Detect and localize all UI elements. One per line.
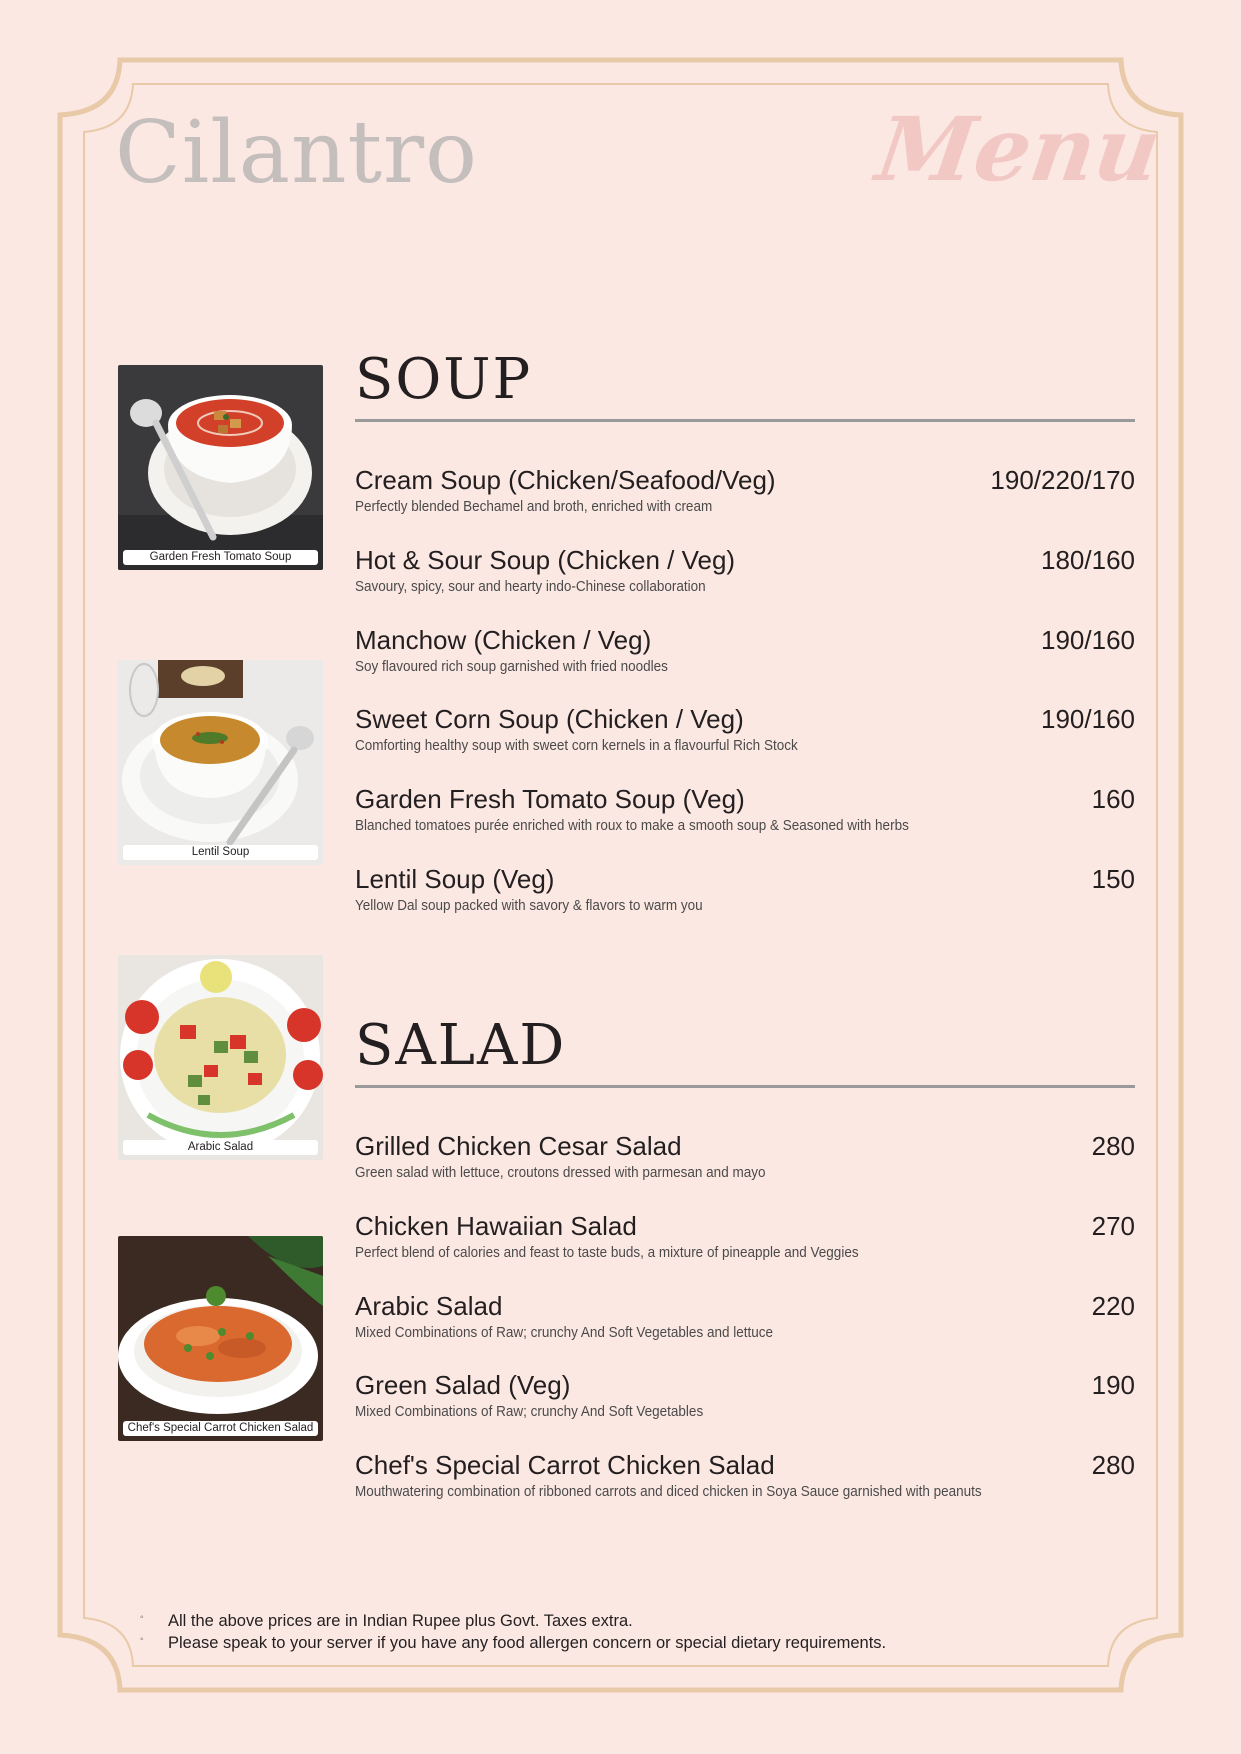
bullet-icon: ◦ (140, 1612, 144, 1623)
item-name: Chicken Hawaiian Salad (355, 1211, 637, 1241)
item-name: Grilled Chicken Cesar Salad (355, 1131, 682, 1161)
item-description: Perfect blend of calories and feast to taste buds, a mixture of pineapple and Veggies (355, 1244, 859, 1261)
item-name: Manchow (Chicken / Veg) (355, 625, 652, 655)
salad-section-title: SALAD (355, 1013, 567, 1078)
menu-item (355, 1210, 1135, 1266)
carrot-salad-image (118, 1236, 323, 1441)
item-description: Blanched tomatoes purée enriched with roux to make a smooth soup & Seasoned with herbs (355, 817, 909, 834)
photo-tomato-soup (118, 365, 323, 570)
item-price: 190/160 (1041, 625, 1135, 655)
soup-section-title: SOUP (355, 347, 533, 412)
menu-item (355, 1449, 1135, 1505)
restaurant-name: Cilantro (115, 103, 478, 203)
item-name: Cream Soup (Chicken/Seafood/Veg) (355, 465, 776, 495)
item-name: Lentil Soup (Veg) (355, 864, 555, 894)
item-name: Sweet Corn Soup (Chicken / Veg) (355, 704, 744, 734)
item-description: Green salad with lettuce, croutons dressed with parmesan and mayo (355, 1164, 766, 1181)
menu-item (355, 624, 1135, 680)
photo-caption: Arabic Salad (123, 1140, 318, 1155)
item-price: 220 (1091, 1291, 1135, 1321)
item-price: 190/160 (1041, 704, 1135, 734)
item-price: 190/220/170 (990, 465, 1135, 495)
item-description: Mouthwatering combination of ribboned carrots and diced chicken in Soya Sauce garnished with peanuts (355, 1483, 982, 1500)
item-price: 180/160 (1041, 545, 1135, 575)
menu-heading: Menu (870, 97, 1167, 201)
tomato-soup-image (118, 365, 323, 570)
item-price: 150 (1091, 864, 1135, 894)
menu-item (355, 544, 1135, 600)
note-text: All the above prices are in Indian Rupee plus Govt. Taxes extra. (168, 1612, 633, 1630)
item-description: Mixed Combinations of Raw; crunchy And Soft Vegetables and lettuce (355, 1324, 773, 1341)
arabic-salad-image (118, 955, 323, 1160)
item-description: Mixed Combinations of Raw; crunchy And Soft Vegetables (355, 1403, 704, 1420)
soup-divider (355, 419, 1135, 422)
photo-caption: Garden Fresh Tomato Soup (123, 550, 318, 565)
salad-divider (355, 1085, 1135, 1088)
photo-carrot-chicken-salad (118, 1236, 323, 1441)
item-name: Hot & Sour Soup (Chicken / Veg) (355, 545, 736, 575)
item-price: 190 (1091, 1370, 1135, 1400)
photo-arabic-salad (118, 955, 323, 1160)
menu-item (355, 1369, 1135, 1425)
item-price: 160 (1091, 784, 1135, 814)
item-price: 280 (1091, 1450, 1135, 1480)
item-name: Green Salad (Veg) (355, 1370, 571, 1400)
photo-caption: Chef's Special Carrot Chicken Salad (123, 1421, 318, 1436)
item-description: Soy flavoured rich soup garnished with fried noodles (355, 658, 668, 675)
menu-item (355, 783, 1135, 839)
item-description: Comforting healthy soup with sweet corn kernels in a flavourful Rich Stock (355, 737, 798, 754)
item-name: Arabic Salad (355, 1291, 503, 1321)
photo-caption: Lentil Soup (123, 845, 318, 860)
item-name: Chef's Special Carrot Chicken Salad (355, 1450, 775, 1480)
lentil-soup-image (118, 660, 323, 865)
item-price: 280 (1091, 1131, 1135, 1161)
item-name: Garden Fresh Tomato Soup (Veg) (355, 784, 745, 814)
item-price: 270 (1091, 1211, 1135, 1241)
menu-item (355, 1130, 1135, 1186)
menu-item (355, 464, 1135, 520)
item-description: Savoury, spicy, sour and hearty indo-Chinese collaboration (355, 578, 706, 595)
menu-item (355, 1290, 1135, 1346)
item-description: Yellow Dal soup packed with savory & flavors to warm you (355, 897, 703, 914)
photo-lentil-soup (118, 660, 323, 865)
item-description: Perfectly blended Bechamel and broth, enriched with cream (355, 498, 713, 515)
bullet-icon: ◦ (140, 1634, 144, 1645)
note-text: Please speak to your server if you have any food allergen concern or special dietary requirements. (168, 1634, 887, 1652)
menu-item (355, 863, 1135, 919)
menu-item (355, 703, 1135, 759)
